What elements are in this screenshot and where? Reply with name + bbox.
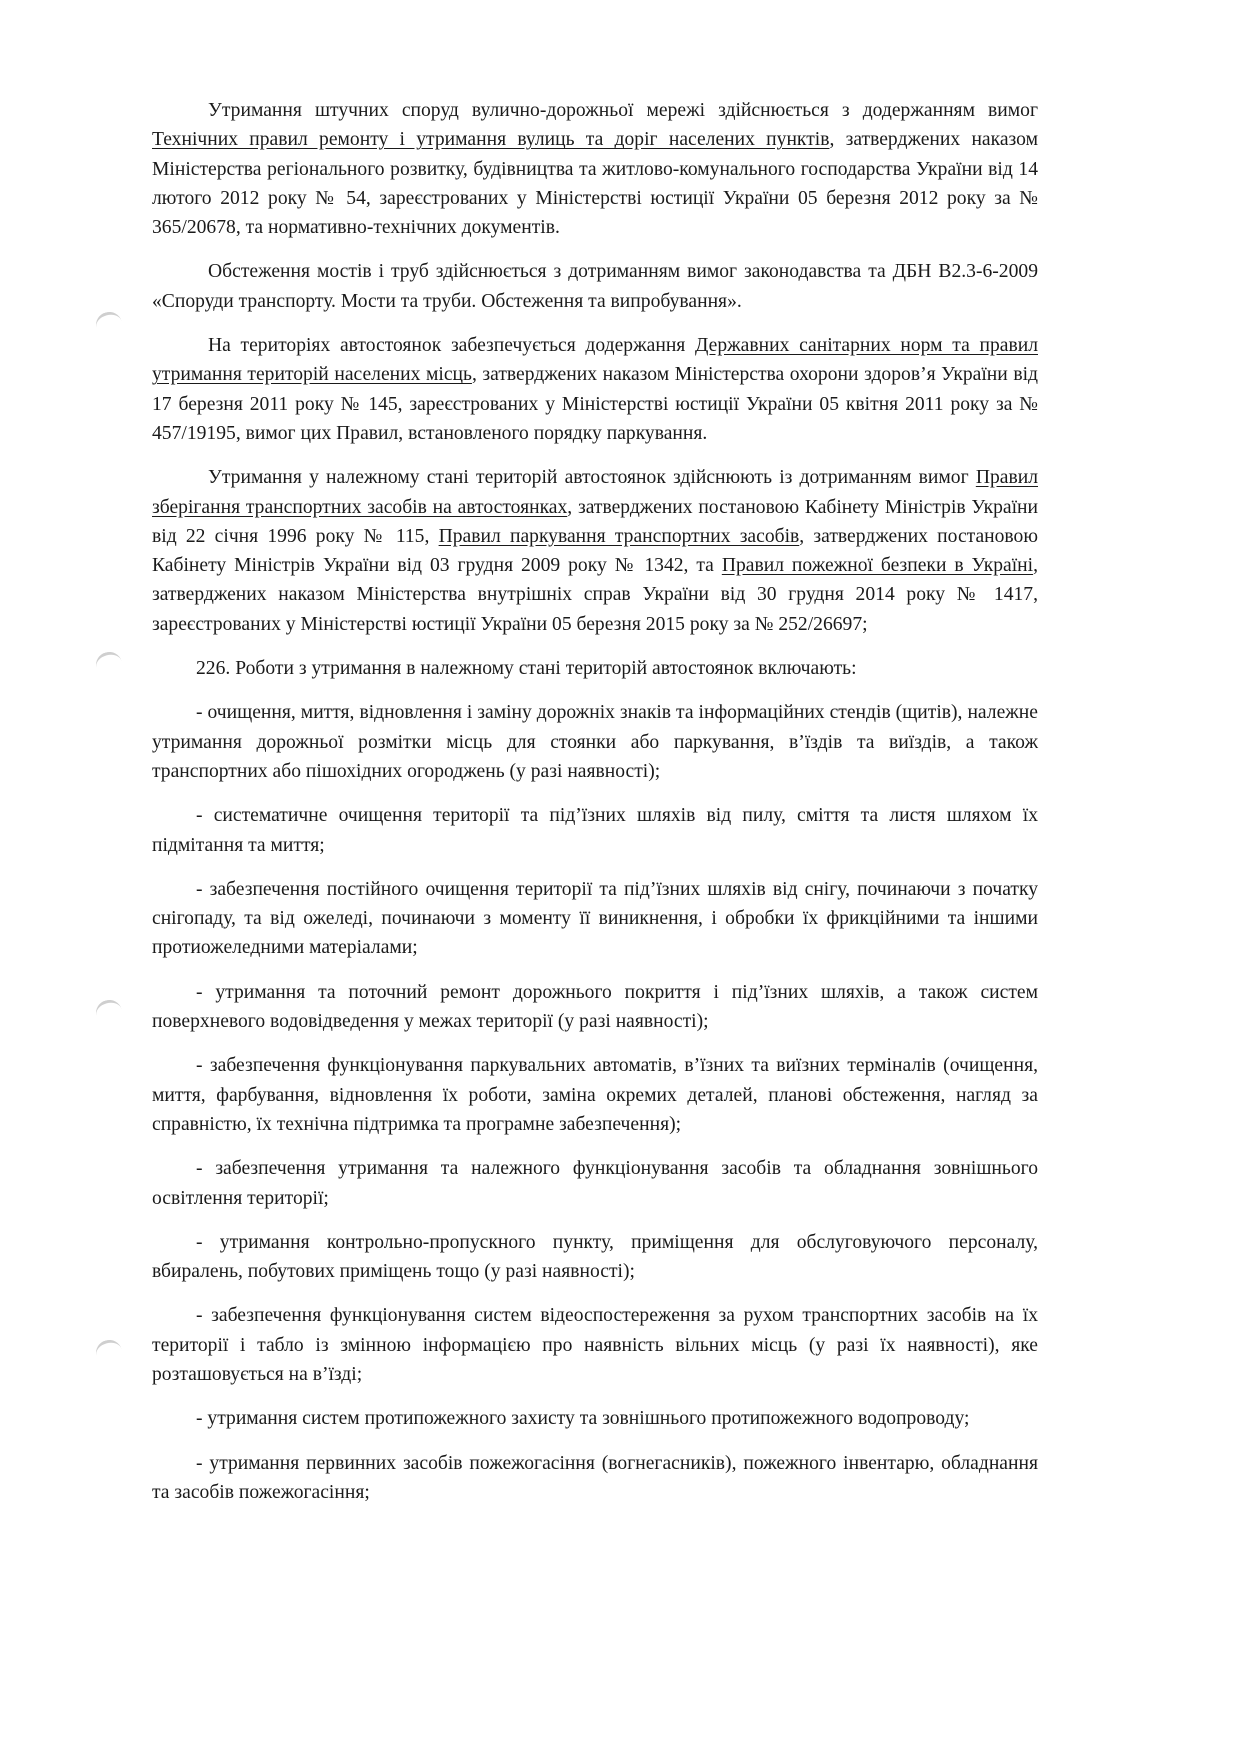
paragraph (152, 257, 1038, 316)
text-segment: , затверджених наказом Міністерства регіонального розвитку, будівництва та житлово-комунального господарства України від 14 лютого 2012 року № 54, зареєстрованих у Міністерстві юстиції України 05 березня 2012 року за № 365/20678, та нормативно-технічних документів. (152, 129, 1038, 239)
paragraph (152, 463, 1038, 639)
text-segment: , затверджених наказом Міністерства внутрішніх справ України від 30 грудня 2014 року № 1417, зареєстрованих у Міністерстві юстиції України 05 березня 2015 року за № 252/26697; (152, 555, 1038, 635)
document-page (152, 96, 1038, 1522)
document-reference: Правил зберігання транспортних засобів на автостоянках (152, 467, 1038, 518)
text-segment: Обстеження мостів і труб здійснюється з дотриманням вимог законодавства та ДБН В2.3-6-2009 «Споруди транспорту. Мости та труби. Обстеження та випробування». (152, 261, 1038, 312)
list-item (152, 801, 1038, 860)
list-item (152, 1449, 1038, 1508)
list-item (152, 1404, 1038, 1433)
list-item (152, 698, 1038, 786)
list-item (152, 1051, 1038, 1139)
document-reference: Державних санітарних норм та правил утримання територій населених місць (152, 335, 1038, 386)
document-reference: Правил пожежної безпеки в Україні (721, 555, 1034, 577)
text-segment: , затверджених наказом Міністерства охорони здоров’я України від 17 березня 2011 року № 145, зареєстрованих у Міністерстві юстиції України 05 квітня 2011 року за № 457/19195, вимог цих Правил, встановленого порядку паркування. (152, 364, 1038, 444)
punch-hole-mark (93, 1337, 125, 1368)
list-item (152, 1154, 1038, 1213)
text-segment: , затверджених постановою Кабінету Міністрів України від 22 січня 1996 року № 115, (152, 496, 1038, 547)
text-segment: - забезпечення постійного очищення території та під’їзних шляхів від снігу, починаючи з початку снігопаду, та від ожеледі, починаючи з моменту її виникнення, і обробки їх фрикційними та іншими протиожеледними матеріалами; (152, 878, 1038, 959)
punch-hole-mark (93, 649, 125, 680)
text-segment: - утримання систем протипожежного захисту та зовнішнього протипожежного водопроводу; (196, 1408, 970, 1430)
list-item (152, 1228, 1038, 1287)
punch-hole-mark (93, 997, 125, 1028)
text-segment: - забезпечення утримання та належного функціонування засобів та обладнання зовнішнього освітлення території; (152, 1158, 1038, 1209)
punch-hole-mark (93, 309, 125, 340)
list-item (152, 875, 1038, 963)
document-reference: Правил паркування транспортних засобів (438, 525, 800, 547)
list-item (152, 654, 1038, 683)
text-segment: - забезпечення функціонування систем відеоспостереження за рухом транспортних засобів на їх території і табло із змінною інформацією про наявність вільних місць (у разі їх наявності), яке розташовується на в’їзді; (152, 1305, 1038, 1385)
list-item (152, 1301, 1038, 1389)
text-segment: , затверджених постановою Кабінету Міністрів України від 03 грудня 2009 року № 1342, та (152, 525, 1038, 577)
text-segment: На територіях автостоянок забезпечується додержання (208, 335, 696, 357)
text-segment: - систематичне очищення території та під’їзних шляхів від пилу, сміття та листя шляхом їх підмітання та миття; (152, 805, 1038, 856)
text-segment: - утримання та поточний ремонт дорожнього покриття і під’їзних шляхів, а також систем поверхневого водовідведення у межах території (у разі наявності); (152, 981, 1038, 1033)
text-segment: - утримання первинних засобів пожежогасіння (вогнегасників), пожежного інвентарю, обладнання та засобів пожежогасіння; (152, 1452, 1038, 1503)
text-segment: 226. Роботи з утримання в належному стані територій автостоянок включають: (196, 658, 857, 680)
text-segment: Утримання у належному стані територій автостоянок здійснюють із дотриманням вимог (208, 467, 976, 489)
list-item (152, 978, 1038, 1037)
document-reference: Технічних правил ремонту і утримання вулиць та доріг населених пунктів (152, 129, 830, 151)
text-segment: - утримання контрольно-пропускного пункту, приміщення для обслуговуючого персоналу, вбиралень, побутових приміщень тощо (у разі наявності); (152, 1231, 1038, 1283)
paragraph (152, 331, 1038, 448)
text-segment: - забезпечення функціонування паркувальних автоматів, в’їзних та виїзних терміналів (очищення, миття, фарбування, відновлення їх роботи, заміна окремих деталей, планові обстеження, нагляд за справністю, їх технічна підтримка та програмне забезпечення); (152, 1055, 1038, 1135)
text-segment: Утримання штучних споруд вулично-дорожньої мережі здійснюється з додержанням вимог (208, 100, 1038, 121)
paragraph (152, 96, 1038, 242)
text-segment: - очищення, миття, відновлення і заміну дорожніх знаків та інформаційних стендів (щитів), належне утримання дорожньої розмітки місць для стоянки або паркування, в’їздів та виїздів, а також транспортних або пішохідних огороджень (у разі наявності); (152, 702, 1038, 782)
